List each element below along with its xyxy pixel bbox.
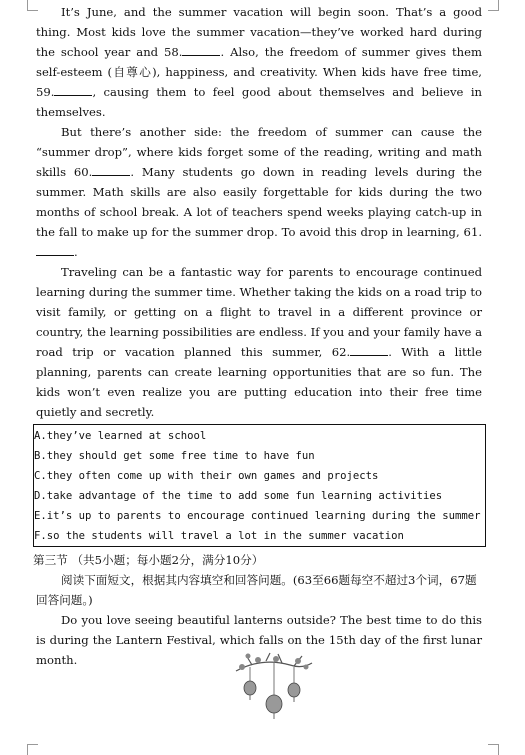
option-e: E.it’s up to parents to encourage continued learning during the summer — [34, 510, 481, 522]
blank-58[interactable] — [182, 43, 220, 56]
lantern-branch-icon — [232, 651, 316, 721]
passage-paragraph-1: It’s June, and the summer vacation will begin soon. That’s a good thing. Most kids love the summer vacation—they’ve worked hard during the school year and 58. . Also, the freedom of summer gives them self-esteem (自尊心), happiness, and creativity. When kids have free time, 59. , causing them to feel good about themselves and believe in themselves. — [36, 5, 482, 119]
passage-paragraph-2: But there’s another side: the freedom of summer can cause the “summer drop”, where kids forget some of the reading, writing and math skills 60. . Many students go down in reading levels during the summer. Math skills are also easily forgettable for kids during the two months of school break. A lot of teachers spend weeks playing catch-up in the fall to make up for the summer drop. To avoid this drop in learning, 61.. — [36, 125, 482, 259]
section-3-heading: 第三节 （共5小题；每小题2分，满分10分） — [33, 553, 264, 567]
content-column — [33, 2, 482, 670]
passage-paragraph-3: Traveling can be a fantastic way for parents to encourage continued learning during the summer time. Whether taking the kids on a road trip to visit family, or getting on a flight to travel in a different province or country, the learning possibilities are endless. If you and your family have a road trip or vacation planned this summer, 62. . With a little planning, parents can create learning opportunities that are so fun. The kids won’t even realize you are putting education into their free time quietly and secretly. — [36, 265, 482, 419]
option-a: A.they’ve learned at school — [34, 430, 207, 442]
section-3-instruction: 阅读下面短文，根据其内容填空和回答问题。(63至66题每空不超过3个词，67题回答问题。) — [36, 573, 477, 607]
option-c: C.they often come up with their own games and projects — [34, 470, 379, 482]
blank-60[interactable] — [92, 163, 130, 176]
crop-mark-bottom-left — [27, 744, 38, 755]
crop-mark-bottom-right — [488, 744, 499, 755]
option-f: F.so the students will travel a lot in the summer vacation — [34, 530, 404, 542]
option-d: D.take advantage of the time to add some fun learning activities — [34, 490, 443, 502]
crop-mark-top-right — [488, 0, 499, 11]
options-box — [33, 424, 486, 547]
blank-59[interactable] — [54, 83, 92, 96]
lantern-passage-start: Do you love seeing beautiful lanterns outside? The best time to do this is during the Lantern Festival, which falls on the 15th day of the first lunar month. — [36, 613, 482, 667]
blank-62[interactable] — [350, 343, 388, 356]
option-b: B.they should get some free time to have fun — [34, 450, 315, 462]
blank-61[interactable] — [36, 243, 74, 256]
